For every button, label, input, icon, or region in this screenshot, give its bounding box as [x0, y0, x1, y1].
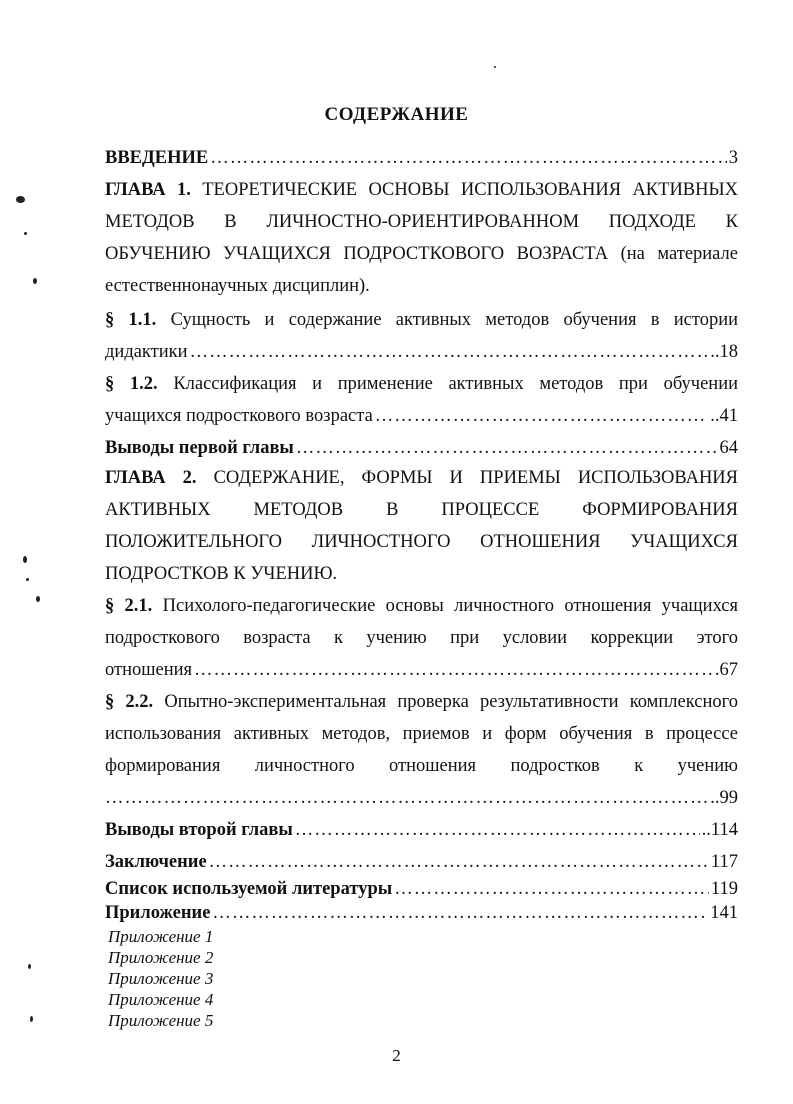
toc-label: Заключение: [105, 852, 207, 872]
toc-page-number: 141: [710, 903, 738, 923]
chapter-title-line: ОБУЧЕНИЮ УЧАЩИХСЯ ПОДРОСТКОВОГО ВОЗРАСТА (на материале: [105, 244, 738, 264]
chapter-label: ГЛАВА 2.: [105, 468, 197, 488]
section-title-cont: формирования личностного отношения подростков к учению: [105, 756, 738, 776]
toc-page-number: 117: [710, 852, 738, 872]
leader-dots: [296, 432, 718, 464]
leader-dots: [212, 902, 708, 924]
chapter-title-line: ТЕОРЕТИЧЕСКИЕ ОСНОВЫ ИСПОЛЬЗОВАНИЯ АКТИВНЫХ: [202, 180, 738, 200]
leader-dots: [190, 336, 709, 368]
toc-page-number: 119: [710, 879, 738, 899]
toc-label: Выводы второй главы: [105, 820, 293, 840]
section-title-cont: дидактики: [105, 342, 188, 362]
chapter-title-line: МЕТОДОВ В ЛИЧНОСТНО-ОРИЕНТИРОВАННОМ ПОДХОДЕ К: [105, 212, 738, 232]
toc-entry-conclusions-1[interactable]: [105, 432, 738, 464]
leader-dots: [394, 878, 709, 900]
appendix-item[interactable]: Приложение 2: [108, 948, 214, 967]
section-title: Классификация и применение активных методов при обучении: [173, 374, 739, 394]
toc-page-number: ..114: [701, 820, 738, 840]
toc-entry-conclusion[interactable]: [105, 846, 738, 878]
chapter-title-line: ПОДРОСТКОВ К УЧЕНИЮ.: [105, 564, 338, 584]
section-number: § 1.1.: [105, 310, 157, 330]
scan-speck: [33, 278, 37, 284]
appendix-item[interactable]: Приложение 4: [108, 990, 214, 1009]
toc-page-number: 3: [728, 148, 738, 168]
scan-speck: [26, 578, 29, 581]
toc-page-number: ..18: [710, 342, 738, 362]
scan-speck: [36, 596, 40, 602]
section-title-cont: учащихся подросткового возраста: [105, 406, 373, 426]
toc-entry-appendix[interactable]: [105, 902, 738, 924]
leader-dots: [375, 400, 708, 432]
section-title-cont: использования активных методов, приемов и форм обучения в процессе: [105, 724, 738, 744]
toc-page-number: ..99: [710, 788, 738, 808]
chapter-label: ГЛАВА 1.: [105, 180, 191, 200]
toc-page-number: ..41: [710, 406, 738, 426]
toc-entry-chapter-1[interactable]: [105, 174, 738, 302]
toc-label: ВВЕДЕНИЕ: [105, 148, 209, 168]
scan-speck: [16, 196, 25, 203]
toc-entry-references[interactable]: [105, 878, 738, 900]
leader-dots: [194, 654, 713, 686]
toc-entry-intro[interactable]: [105, 142, 738, 174]
chapter-title-line: АКТИВНЫХ МЕТОДОВ В ПРОЦЕССЕ ФОРМИРОВАНИЯ: [105, 500, 738, 520]
section-number: § 2.2.: [105, 692, 154, 712]
section-title: Психолого-педагогические основы личностного отношения учащихся: [162, 596, 739, 616]
toc-entry-conclusions-2[interactable]: [105, 814, 738, 846]
appendix-item[interactable]: Приложение 1: [108, 927, 214, 946]
toc-label: Список используемой литературы: [105, 879, 393, 899]
toc-entry-section-1-2[interactable]: [105, 368, 738, 432]
chapter-title-line: ПОЛОЖИТЕЛЬНОГО ЛИЧНОСТНОГО ОТНОШЕНИЯ УЧАЩИХСЯ: [105, 532, 738, 552]
section-title-cont: подросткового возраста к учению при условии коррекции этого: [105, 628, 738, 648]
toc-page-number: .67: [714, 660, 738, 680]
toc-entry-section-2-2[interactable]: [105, 686, 738, 814]
appendix-item[interactable]: Приложение 5: [108, 1011, 214, 1030]
page-number: 2: [392, 1046, 401, 1065]
section-title: Опытно-экспериментальная проверка результативности комплексного: [164, 692, 738, 712]
section-title-cont: отношения: [105, 660, 193, 680]
appendix-list: [108, 926, 213, 1031]
toc-entry-section-2-1[interactable]: [105, 590, 738, 686]
chapter-title-line: естественнонаучных дисциплин).: [105, 276, 370, 296]
section-number: § 1.2.: [105, 374, 158, 394]
leader-dots: [209, 846, 709, 878]
toc-label: Выводы первой главы: [105, 438, 294, 458]
toc-label: Приложение: [105, 903, 211, 923]
scan-speck: [494, 66, 496, 68]
section-title: Сущность и содержание активных методов обучения в истории: [170, 310, 739, 330]
page-title: СОДЕРЖАНИЕ: [324, 104, 469, 125]
leader-dots: [105, 782, 708, 814]
scan-speck: [30, 1016, 33, 1022]
toc-page-number: 64: [719, 438, 738, 458]
scan-speck: [23, 556, 27, 563]
scan-speck: [28, 964, 31, 969]
toc-entry-section-1-1[interactable]: [105, 304, 738, 368]
chapter-title-line: СОДЕРЖАНИЕ, ФОРМЫ И ПРИЕМЫ ИСПОЛЬЗОВАНИЯ: [213, 468, 739, 488]
leader-dots: [210, 142, 727, 174]
appendix-item[interactable]: Приложение 3: [108, 969, 214, 988]
toc-entry-chapter-2[interactable]: [105, 462, 738, 590]
leader-dots: [295, 814, 700, 846]
section-number: § 2.1.: [105, 596, 153, 616]
scan-speck: [24, 232, 27, 235]
